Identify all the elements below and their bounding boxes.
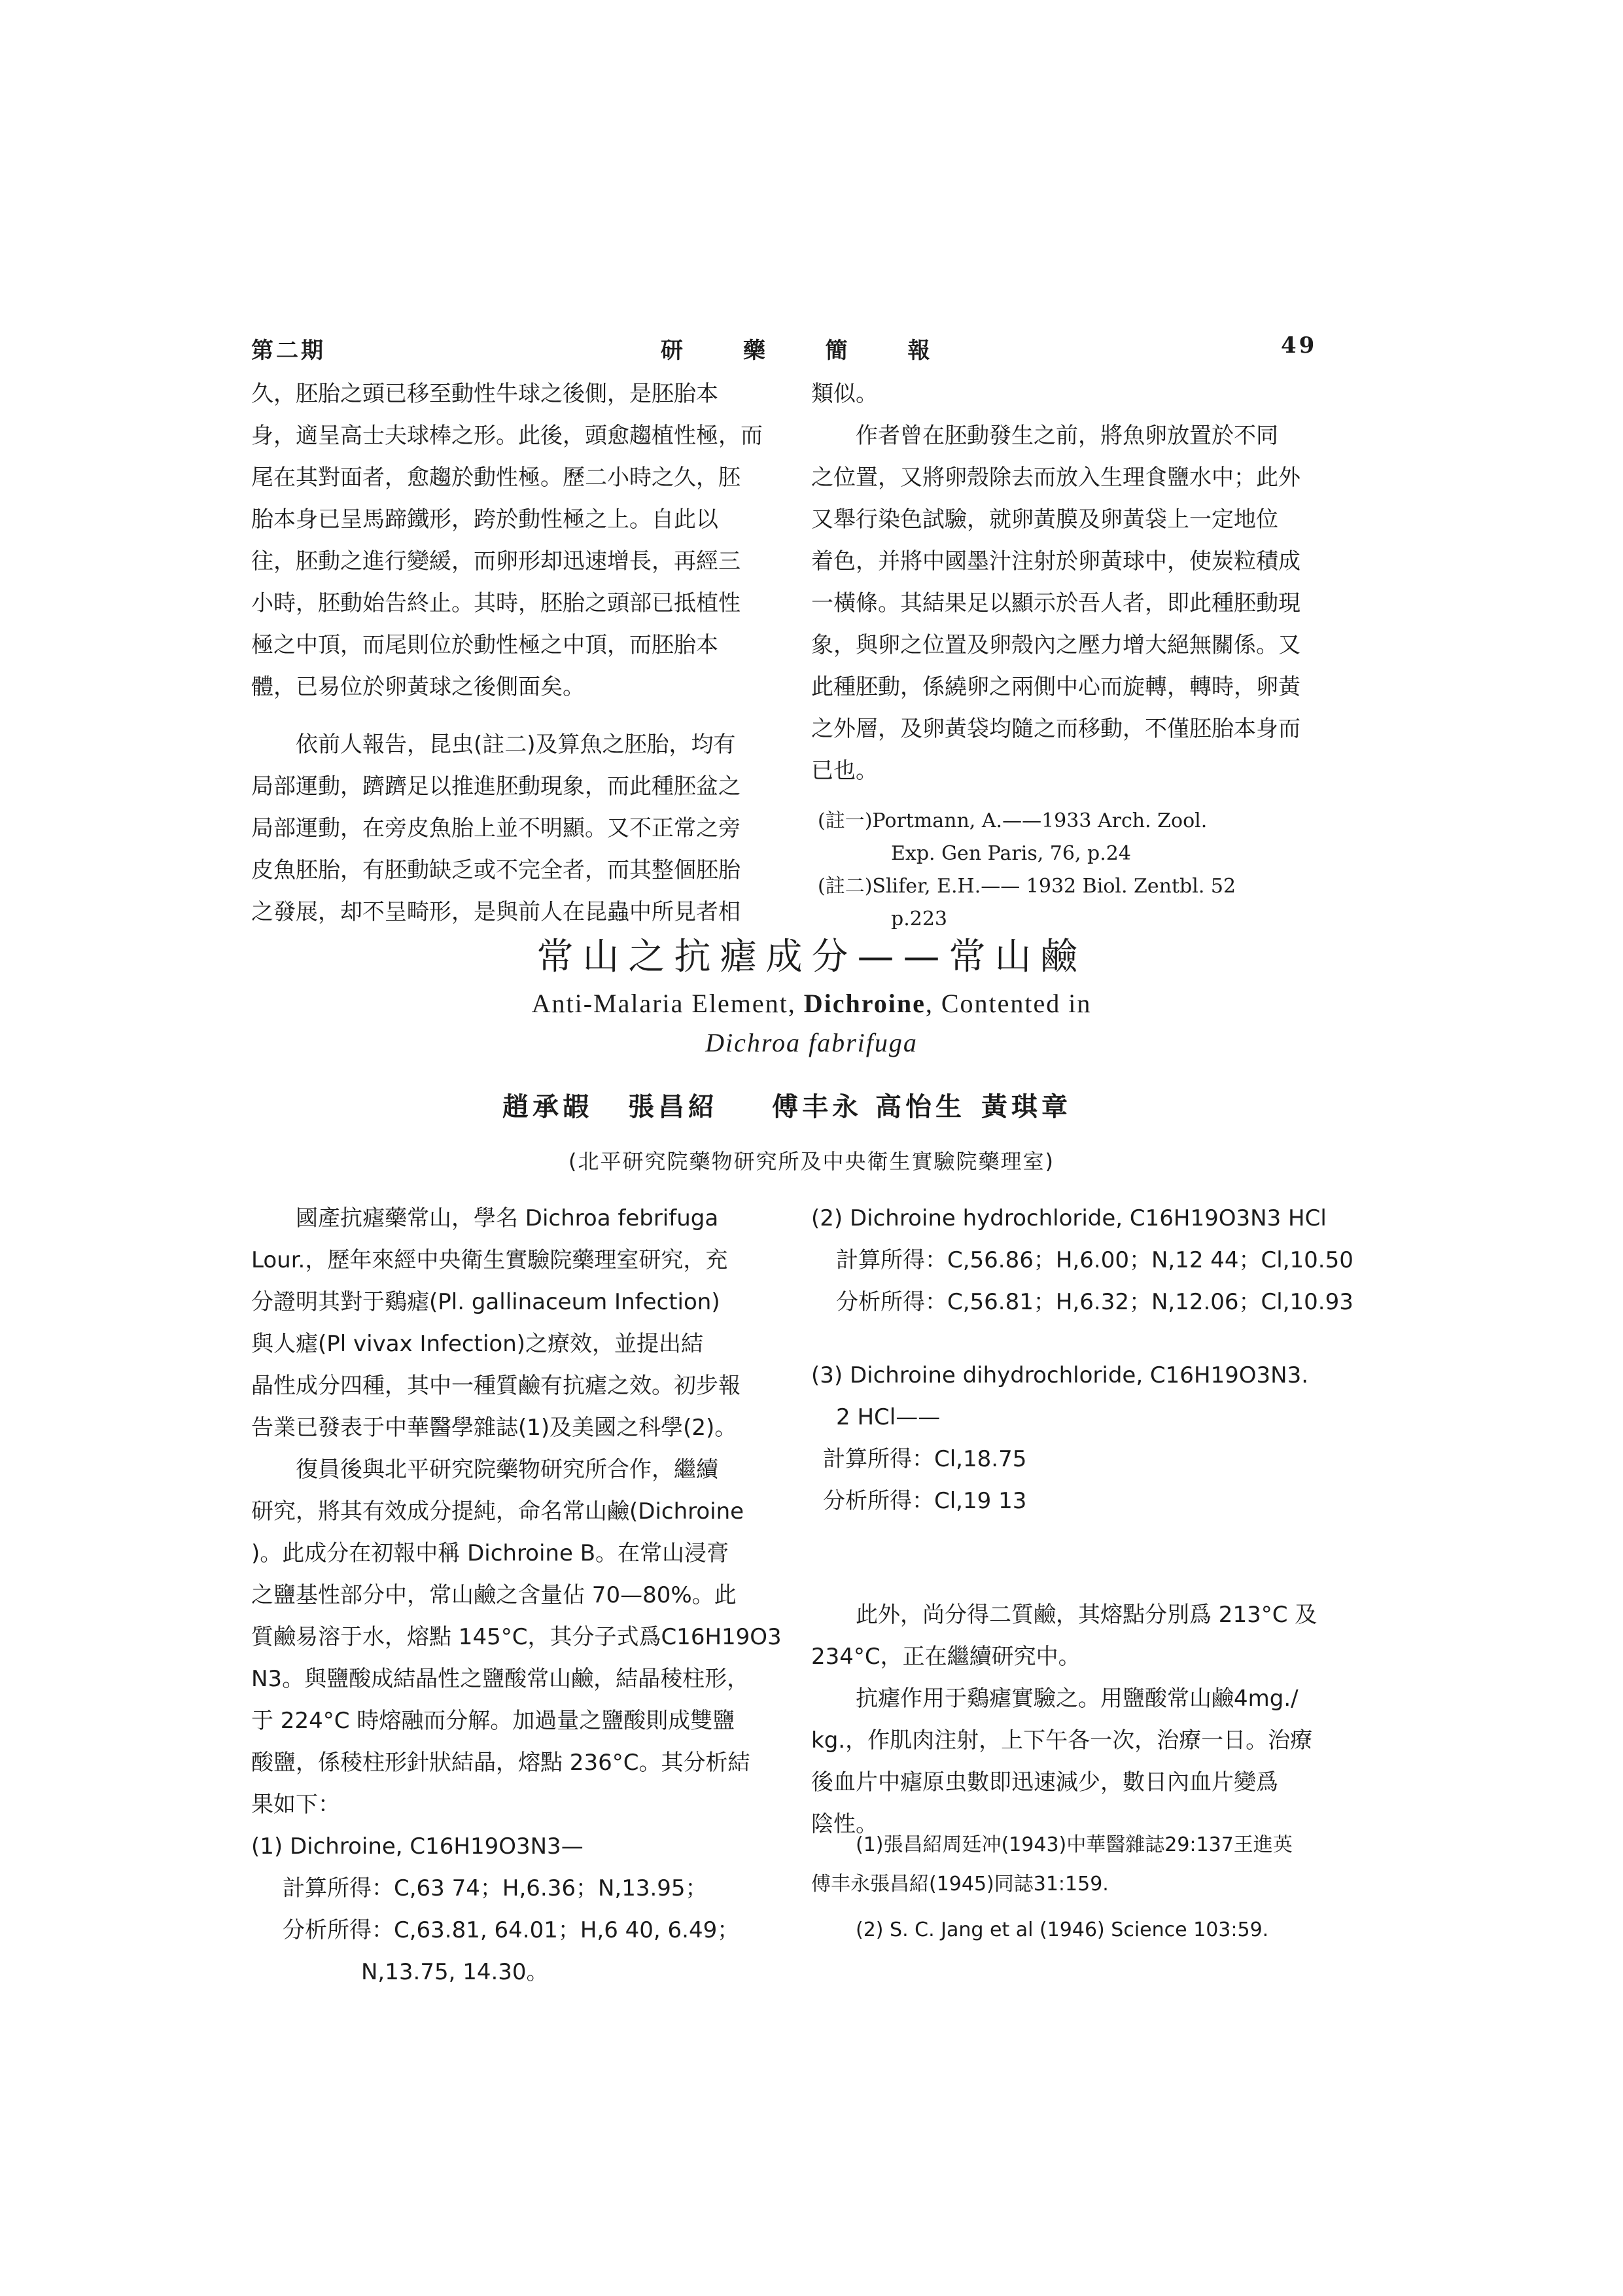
text-line: 局部運動，躋躋足以推進胚動現象，而此種胚盆之	[251, 773, 741, 800]
reference: 傅丰永張昌紹(1945)同誌31:159.	[811, 1873, 1109, 1896]
text-line: N,13.75, 14.30。	[361, 1959, 549, 1985]
reference: (2) S. C. Jang et al (1946) Science 103:59.	[856, 1918, 1269, 1941]
title-en-part: Anti-Malaria Element,	[531, 989, 804, 1018]
text-line: 計算所得：C,56.86；H,6.00；N,12 44；Cl,10.50	[836, 1247, 1353, 1273]
text-line: 一橫條。其結果足以顯示於吾人者，即此種胚動現	[811, 590, 1300, 616]
text-line: 着色，并將中國墨汁注射於卵黃球中，使炭粒積成	[811, 548, 1300, 574]
footnotes-top	[818, 805, 1236, 936]
text-line: 胎本身已呈馬蹄鐵形，跨於動性極之上。自此以	[251, 506, 718, 533]
text-line: 陰性。	[811, 1811, 878, 1837]
text-line: 後血片中瘧原虫數即迅速減少，數日內血片變爲	[811, 1769, 1278, 1795]
title-en-part: , Contented in	[925, 989, 1092, 1018]
text-line: 計算所得：C,63 74；H,6.36；N,13.95；	[283, 1875, 708, 1901]
text-line: 又舉行染色試驗，就卵黃膜及卵黃袋上一定地位	[811, 506, 1278, 533]
top-right-column	[811, 373, 1300, 792]
text-line: 象，與卵之位置及卵殼內之壓力增大絕無關係。又	[811, 632, 1300, 658]
reference: (1)張昌紹周廷冲(1943)中華醫雜誌29:137王進英	[856, 1833, 1293, 1856]
author: 黃琪章	[981, 1092, 1072, 1122]
text-line: (3) Dichroine dihydrochloride, C16H19O3N3.	[811, 1362, 1309, 1388]
text-line: 分證明其對于鷄瘧(Pl. gallinaceum Infection)	[251, 1289, 720, 1315]
title-en-compound: Dichroine	[803, 989, 926, 1018]
text-line: 質鹼易溶于水，熔點 145°C，其分子式爲C16H19O3	[251, 1624, 782, 1650]
text-line: 此種胚動，係繞卵之兩側中心而旋轉，轉時，卵黃	[811, 674, 1300, 700]
top-left-column	[251, 373, 763, 933]
text-line: 于 224°C 時熔融而分解。加過量之鹽酸則成雙鹽	[251, 1708, 735, 1734]
article-title-chinese: 常山之抗瘧成分——常山鹼	[536, 936, 1087, 978]
journal-name: 研 藥 簡 報	[661, 338, 956, 364]
text-line: 久，胚胎之頭已移至動性牛球之後側，是胚胎本	[251, 381, 718, 407]
text-line: 尾在其對面者，愈趨於動性極。歷二小時之久，胚	[251, 465, 741, 491]
text-line: 局部運動，在旁皮魚胎上並不明顯。又不正常之旁	[251, 815, 741, 841]
author: 傅丰永	[772, 1092, 862, 1122]
text-line: 分析所得：Cl,19 13	[823, 1488, 1027, 1514]
footnote: p.223	[891, 908, 948, 930]
text-line: kg.，作肌肉注射，上下午各一次，治療一日。治療	[811, 1727, 1313, 1754]
footnote: (註一)Portmann, A.——1933 Arch. Zool.	[818, 809, 1208, 832]
article-title-english	[0, 988, 1623, 1019]
text-line: (2) Dichroine hydrochloride, C16H19O3N3 HCl	[811, 1205, 1327, 1231]
text-line: 往，胚動之進行變緩，而卵形却迅速增長，再經三	[251, 548, 741, 574]
references	[811, 1826, 1293, 1950]
body-left-column	[251, 1197, 782, 1993]
text-line: 之外層，及卵黃袋均隨之而移動，不僅胚胎本身而	[811, 716, 1300, 742]
text-line: N3。與鹽酸成結晶性之鹽酸常山鹼，結晶稜柱形，	[251, 1666, 750, 1692]
text-line: 已也。	[811, 758, 878, 784]
text-line: 依前人報告，昆虫(註二)及算魚之胚胎，均有	[296, 732, 736, 758]
text-line: 小時，胚動始告終止。其時，胚胎之頭部已抵植性	[251, 590, 741, 616]
footnote: (註二)Slifer, E.H.—— 1932 Biol. Zentbl. 52	[818, 875, 1236, 898]
text-line: 研究，將其有效成分提純，命名常山鹼(Dichroine	[251, 1498, 744, 1525]
text-line: 此外，尚分得二質鹼，其熔點分別爲 213°C 及	[856, 1602, 1318, 1628]
text-line: 2 HCl——	[836, 1404, 941, 1430]
text-line: 作者曾在胚動發生之前，將魚卵放置於不同	[856, 423, 1278, 449]
journal-issue: 第二期	[251, 338, 326, 364]
text-line: 果如下：	[251, 1792, 340, 1818]
text-line: 234°C，正在繼續研究中。	[811, 1644, 1081, 1670]
article-title-species: Dichroa fabrifuga	[705, 1028, 918, 1057]
text-line: 身，適呈高士夫球棒之形。此後，頭愈趨植性極，而	[251, 423, 763, 449]
text-line: 分析所得：C,63.81, 64.01；H,6 40, 6.49；	[283, 1917, 740, 1943]
text-line: 分析所得：C,56.81；H,6.32；N,12.06；Cl,10.93	[836, 1289, 1353, 1315]
text-line: )。此成分在初報中稱 Dichroine B。在常山浸膏	[251, 1540, 729, 1566]
page-number: 49	[1281, 332, 1318, 359]
text-line: 與人瘧(Pl vivax Infection)之療效，並提出結	[251, 1331, 704, 1357]
text-line: 之位置，又將卵殼除去而放入生理食鹽水中；此外	[811, 465, 1300, 491]
text-line: 計算所得：Cl,18.75	[823, 1446, 1027, 1472]
text-line: 晶性成分四種，其中一種質鹼有抗瘧之效。初步報	[251, 1373, 741, 1399]
affiliation: (北平研究院藥物研究所及中央衛生實驗院藥理室)	[568, 1149, 1055, 1174]
footnote: Exp. Gen Paris, 76, p.24	[891, 842, 1131, 865]
text-line: 之鹽基性部分中，常山鹼之含量佔 70—80%。此	[251, 1582, 737, 1608]
text-line: 復員後與北平研究院藥物研究所合作，繼續	[296, 1457, 718, 1483]
text-line: 皮魚胚胎，有胚動缺乏或不完全者，而其整個胚胎	[251, 857, 741, 883]
text-line: 告業已發表于中華醫學雜誌(1)及美國之科學(2)。	[251, 1415, 737, 1441]
text-line: (1) Dichroine, C16H19O3N3—	[251, 1833, 584, 1860]
author: 趙承嘏	[502, 1092, 593, 1122]
author: 張昌紹	[628, 1092, 718, 1122]
text-line: 抗瘧作用于鷄瘧實驗之。用鹽酸常山鹼4mg./	[856, 1686, 1299, 1712]
author: 高怡生	[875, 1092, 966, 1122]
text-line: 體，已易位於卵黃球之後側面矣。	[251, 674, 585, 700]
text-line: Lour.，歷年來經中央衛生實驗院藥理室研究，充	[251, 1247, 728, 1273]
text-line: 國產抗瘧藥常山，學名 Dichroa febrifuga	[296, 1205, 719, 1231]
body-right-column	[811, 1197, 1353, 1845]
text-line: 酸鹽，係稜柱形針狀結晶，熔點 236°C。其分析結	[251, 1750, 750, 1776]
text-line: 極之中頂，而尾則位於動性極之中頂，而胚胎本	[251, 632, 718, 658]
text-line: 之發展，却不呈畸形，是與前人在昆蟲中所見者相	[251, 899, 741, 925]
text-line: 類似。	[811, 381, 878, 407]
